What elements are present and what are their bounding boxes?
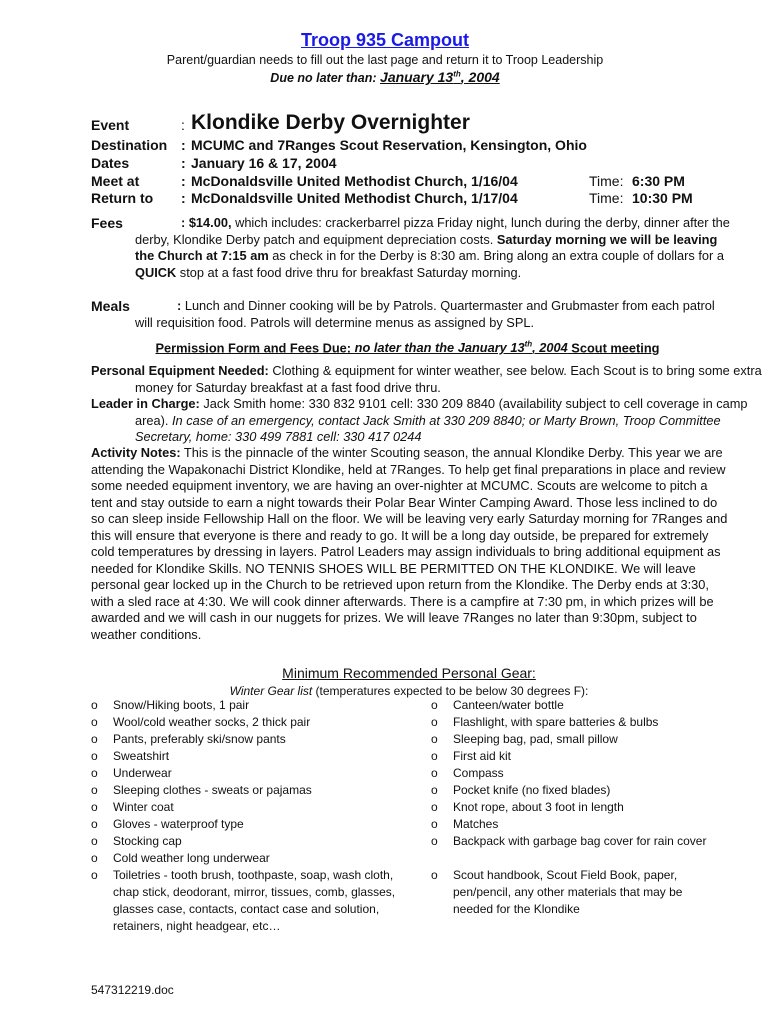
gear-item-label: Knot rope, about 3 foot in length	[453, 800, 624, 814]
fees-amount: : $14.00,	[181, 215, 232, 230]
meals-colon: :	[177, 298, 182, 313]
gear-item-label: Pants, preferably ski/snow pants	[113, 732, 286, 746]
leader-label: Leader in Charge:	[91, 396, 200, 411]
list-item	[91, 748, 411, 765]
gear-item-label: Snow/Hiking boots, 1 pair	[113, 698, 250, 712]
due-date: January 13th, 2004	[380, 69, 500, 85]
destination-label: Destination	[91, 137, 168, 153]
leader-text: Jack Smith home: 330 832 9101 cell: 330 209 8840 (availability subject to cell coverage in camp area).	[135, 396, 748, 428]
bullet-icon: o	[91, 868, 98, 882]
fees-section	[91, 215, 731, 281]
list-item	[431, 731, 731, 748]
list-item	[431, 867, 713, 918]
list-item	[91, 697, 411, 714]
fees-text-2: as check in for the Derby is 8:30 am. Bring along an extra couple of dollars for a	[268, 248, 724, 263]
leader-section	[91, 396, 770, 446]
return-value: McDonaldsville United Methodist Church, 1/17/04	[191, 190, 518, 206]
meals-section	[91, 298, 731, 331]
return-colon: :	[181, 190, 186, 206]
bullet-icon: o	[431, 817, 438, 831]
gear-item-label: Backpack with garbage bag cover for rain cover	[453, 834, 707, 848]
equipment-text: Clothing & equipment for winter weather, see below. Each Scout is to bring some extra money for Saturday breakfast at a fast food drive thru.	[135, 363, 762, 395]
dates-colon: :	[181, 155, 186, 171]
event-label: Event	[91, 117, 130, 133]
meet-colon: :	[181, 173, 186, 189]
meet-value: McDonaldsville United Methodist Church, 1/16/04	[191, 173, 518, 189]
fees-text-3: stop at a fast food drive thru for breakfast Saturday morning.	[176, 264, 522, 280]
bullet-icon: o	[91, 732, 98, 746]
meet-time-value: 6:30 PM	[632, 173, 685, 189]
permission-date: no later than the January 13th, 2004	[354, 340, 568, 356]
gear-item-label: Cold weather long underwear	[113, 851, 270, 865]
list-item	[431, 799, 731, 816]
gear-item-label: Stocking cap	[113, 834, 182, 848]
list-item	[431, 765, 731, 782]
gear-item-label: Pocket knife (no fixed blades)	[453, 783, 611, 797]
fees-departure: Saturday morning we will be leaving the Church at 7:15 am	[135, 231, 718, 263]
gear-item-label: Scout handbook, Scout Field Book, paper, pen/pencil, any other materials that may be needed for the Klondike	[453, 868, 683, 916]
bullet-icon: o	[431, 749, 438, 763]
due-line	[0, 69, 770, 85]
list-item	[91, 731, 411, 748]
list-item	[91, 782, 411, 799]
gear-item-label: Sweatshirt	[113, 749, 170, 763]
activity-text: This is the pinnacle of the winter Scouting season, the annual Klondike Derby. This year we are attending the Wapakonachi District Klondike, held at 7Ranges. To help get final preparations in place and review some needed equipment inventory, we are having an over-nighter at MCUMC. Scouts are welcome to pitch a tent and stay outside to earn a night towards their Polar Bear Winter Camping Award. Those less inclined to do so can sleep inside Fellowship Hall on the floor. We will be leaving very early Saturday morning for 7Ranges and this will ensure that everyone is there and ready to go. It will be a long day outside, be prepared for extremely cold temperatures by dressing in layers. Patrol Leaders may assign individuals to bring additional equipment as needed for Klondike Skills. NO TENNIS SHOES WILL BE PERMITTED ON THE KLONDIKE. We will leave personal gear locked up in the Church to be retrieved upon return from the Klondike. The Derby ends at 3:30, with a sled race at 4:30. We will cook dinner afterwards. There is a campfire at 7:30 pm, in which prizes will be awarded and we will cash in our nuggets for prizes. We will leave 7Ranges no later than 9:30pm, subject to weather conditions.	[91, 445, 728, 642]
gear-item-label: First aid kit	[453, 749, 512, 763]
return-label: Return to	[91, 190, 154, 206]
list-item	[91, 867, 403, 935]
leader-emergency: In case of an emergency, contact Jack Smith at 330 209 8840; or Marty Brown, Troop Committee Secretary, home: 330 499 7881 cell: 330 417 0244	[135, 412, 721, 444]
gear-item-label: Underwear	[113, 766, 172, 780]
meet-time-label: Time:	[589, 173, 624, 189]
gear-subtitle-text: (temperatures expected to be below 30 degrees F):	[312, 684, 589, 698]
gear-list-left	[91, 697, 411, 935]
activity-label: Activity Notes:	[91, 445, 181, 460]
gear-item-label: Wool/cold weather socks, 2 thick pair	[113, 715, 311, 729]
meals-text	[91, 298, 731, 331]
bullet-icon: o	[91, 766, 98, 780]
gear-subtitle-italic: Winter Gear list	[229, 684, 313, 698]
gear-item-label: Toiletries - tooth brush, toothpaste, soap, wash cloth, chap stick, deodorant, mirror, tissues, comb, glasses, glasses case, contacts, contact case and solution, retainers, night headgear, etc…	[113, 868, 396, 933]
permission-prefix: Permission Form and Fees Due:	[155, 340, 355, 356]
fees-text-1: which includes: crackerbarrel pizza Friday night, lunch during the derby, dinner after the derby, Klondike Derby patch and equipment depreciation costs.	[135, 215, 730, 247]
permission-suffix: Scout meeting	[567, 340, 660, 356]
destination-colon: :	[181, 137, 186, 153]
list-item	[431, 782, 731, 799]
list-item	[431, 816, 731, 833]
bullet-icon: o	[91, 698, 98, 712]
event-value: Klondike Derby Overnighter	[191, 111, 470, 134]
due-label: Due no later than:	[270, 71, 381, 85]
list-item	[91, 765, 411, 782]
gear-title: Minimum Recommended Personal Gear:	[282, 665, 536, 681]
permission-line	[0, 340, 770, 355]
fees-text	[91, 215, 731, 281]
list-item	[91, 850, 411, 867]
bullet-icon: o	[91, 749, 98, 763]
meet-label: Meet at	[91, 173, 140, 189]
bullet-icon: o	[431, 800, 438, 814]
gear-item-label: Winter coat	[113, 800, 174, 814]
bullet-icon: o	[431, 766, 438, 780]
list-item	[91, 833, 411, 850]
gear-item-label: Matches	[453, 817, 499, 831]
return-time-label: Time:	[589, 190, 624, 206]
document-title: Troop 935 Campout	[300, 30, 470, 50]
gear-item-label: Flashlight, with spare batteries & bulbs	[453, 715, 659, 729]
list-item	[431, 697, 731, 714]
bullet-icon: o	[431, 698, 438, 712]
destination-value: MCUMC and 7Ranges Scout Reservation, Kensington, Ohio	[191, 137, 587, 153]
return-time-value: 10:30 PM	[632, 190, 693, 206]
gear-item-label: Sleeping clothes - sweats or pajamas	[113, 783, 312, 797]
gear-item-label: Sleeping bag, pad, small pillow	[453, 732, 618, 746]
list-item	[431, 714, 731, 731]
bullet-icon: o	[431, 834, 438, 848]
activity-section	[91, 445, 731, 643]
bullet-icon: o	[91, 800, 98, 814]
gear-item-label: Canteen/water bottle	[453, 698, 564, 712]
list-item	[91, 714, 411, 731]
bullet-icon: o	[431, 715, 438, 729]
list-item	[91, 799, 411, 816]
equipment-label: Personal Equipment Needed:	[91, 363, 269, 378]
dates-label: Dates	[91, 155, 130, 171]
gear-subtitle	[0, 684, 770, 698]
gear-item-label: Gloves - waterproof type	[113, 817, 244, 831]
event-colon: :	[181, 117, 185, 133]
bullet-icon: o	[431, 868, 438, 882]
bullet-icon: o	[431, 732, 438, 746]
bullet-icon: o	[91, 851, 98, 865]
meals-body: Lunch and Dinner cooking will be by Patrols. Quartermaster and Grubmaster from each patrol will requisition food. Patrols will determine menus as assigned by SPL.	[135, 298, 715, 330]
meals-label: Meals	[91, 298, 130, 314]
bullet-icon: o	[91, 783, 98, 797]
footer-filename: 547312219.doc	[91, 983, 174, 997]
bullet-icon: o	[91, 817, 98, 831]
document-subtitle: Parent/guardian needs to fill out the last page and return it to Troop Leadership	[166, 53, 604, 67]
list-item	[431, 833, 731, 850]
bullet-icon: o	[91, 715, 98, 729]
gear-list-right	[431, 697, 731, 918]
list-item	[91, 816, 411, 833]
fees-label: Fees	[91, 215, 123, 231]
dates-value: January 16 & 17, 2004	[191, 155, 337, 171]
list-item	[431, 748, 731, 765]
equipment-section	[91, 363, 770, 396]
bullet-icon: o	[431, 783, 438, 797]
fees-quick: QUICK	[135, 264, 177, 280]
bullet-icon: o	[91, 834, 98, 848]
gear-item-label: Compass	[453, 766, 504, 780]
